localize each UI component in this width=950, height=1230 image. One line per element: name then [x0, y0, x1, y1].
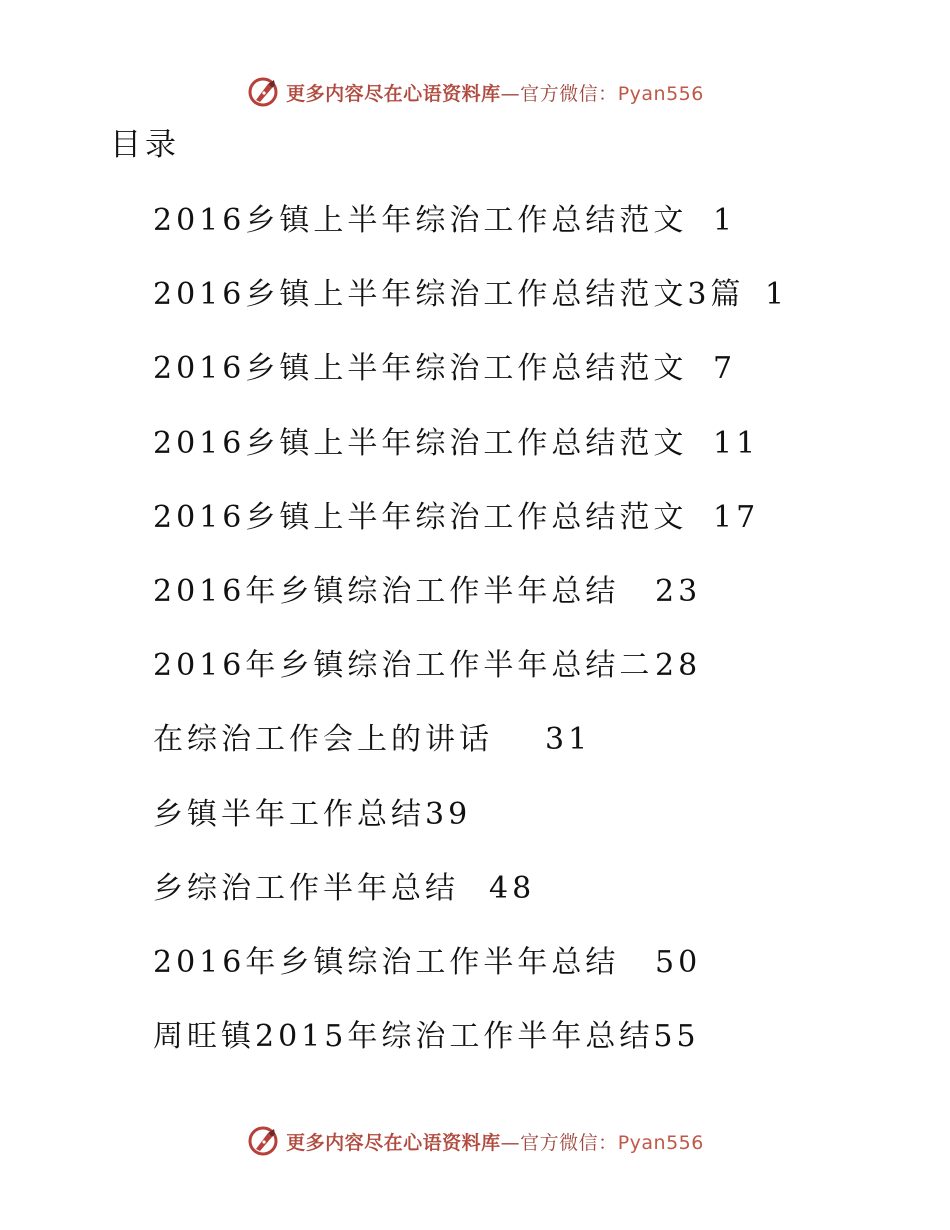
- toc-entry-title: 2016乡镇上半年综治工作总结范文: [153, 203, 688, 238]
- toc-entry-title: 2016年乡镇综治工作半年总结: [153, 573, 620, 609]
- toc-entry-title: 在综治工作会上的讲话: [153, 722, 493, 758]
- footer-watermark: [0, 1119, 950, 1163]
- toc-entry-title: 2016年乡镇综治工作半年总结二: [153, 648, 654, 684]
- toc-entry[interactable]: [153, 715, 803, 789]
- watermark-text: 更多内容尽在心语资料库—官方微信：Pyan556: [286, 82, 704, 105]
- toc-entry-page: 1: [713, 203, 737, 238]
- toc-entry[interactable]: [153, 344, 803, 418]
- toc-entry-page: 7: [713, 351, 737, 387]
- toc-entry-title: 乡综治工作半年总结: [153, 870, 459, 906]
- toc-entry-title: 周旺镇2015年综治工作半年总结: [153, 1019, 654, 1055]
- toc-entry[interactable]: [153, 1012, 803, 1086]
- toc-entry-title: 乡镇半年工作总结: [153, 796, 425, 832]
- toc-entry-page: 48: [489, 870, 536, 906]
- toc-entry-title: 2016年乡镇综治工作半年总结: [153, 944, 620, 980]
- toc-entry[interactable]: [153, 493, 803, 567]
- toc-entry-page: 28: [655, 648, 702, 684]
- toc-entry-page: 17: [713, 499, 760, 535]
- toc-entry[interactable]: [153, 196, 803, 270]
- toc-entry-page: 39: [425, 796, 472, 832]
- toc-entry-page: 50: [655, 944, 702, 980]
- toc-list: [153, 196, 803, 1086]
- header-watermark: [0, 70, 950, 114]
- toc-entry[interactable]: [153, 790, 803, 864]
- toc-entry[interactable]: [153, 938, 803, 1012]
- toc-entry-page: 31: [545, 722, 592, 758]
- pen-nib-logo-icon: [246, 75, 280, 109]
- toc-entry-title: 2016乡镇上半年综治工作总结范文3篇: [153, 277, 745, 313]
- toc-entry[interactable]: [153, 419, 803, 493]
- toc-entry-page: 23: [655, 573, 702, 609]
- toc-entry[interactable]: [153, 864, 803, 938]
- toc-entry-title: 2016乡镇上半年综治工作总结范文: [153, 499, 688, 535]
- toc-entry[interactable]: [153, 641, 803, 715]
- watermark-text: 更多内容尽在心语资料库—官方微信：Pyan556: [286, 1131, 704, 1154]
- pen-nib-logo-icon: [246, 1124, 280, 1158]
- toc-entry[interactable]: [153, 567, 803, 641]
- toc-entry-page: 11: [713, 425, 760, 461]
- toc-entry-page: 1: [765, 277, 789, 313]
- toc-entry-title: 2016乡镇上半年综治工作总结范文: [153, 351, 688, 387]
- toc-entry-page: 55: [653, 1019, 700, 1055]
- toc-entry-title: 2016乡镇上半年综治工作总结范文: [153, 425, 688, 461]
- toc-entry[interactable]: [153, 270, 803, 344]
- toc-title: 目录: [110, 127, 180, 163]
